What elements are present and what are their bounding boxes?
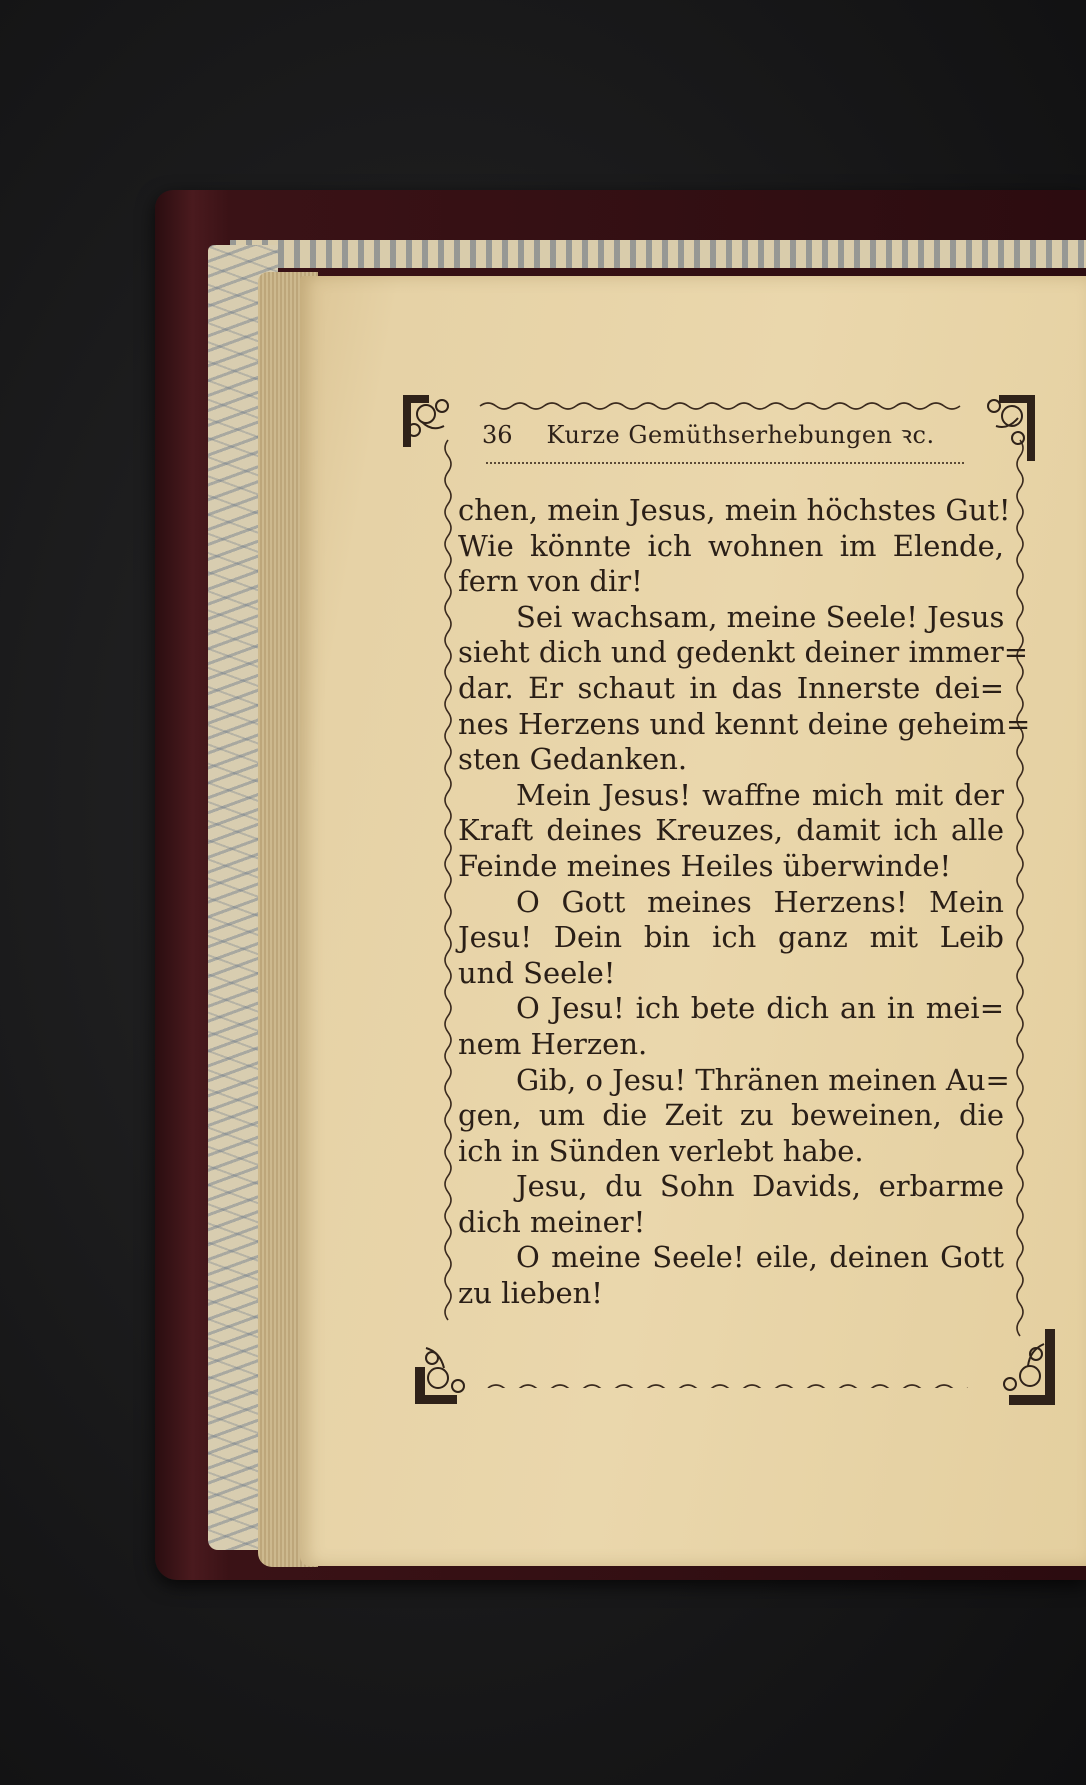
text-line: Sei wachsam, meine Seele! Jesus	[516, 599, 1005, 634]
page-header	[482, 418, 952, 462]
endpaper-top-strip	[230, 240, 1086, 268]
text-line: und Seele!	[458, 955, 616, 990]
text-line: sieht dich und gedenkt deiner immer=	[458, 635, 1029, 670]
text-line: O meine Seele! eile, deinen Gott	[516, 1240, 1004, 1275]
floral-corner-ornament-bottom-right-icon	[980, 1320, 1060, 1410]
text-line: Kraft deines Kreuzes, damit ich alle	[458, 813, 1004, 848]
text-line: Wie könnte ich wohnen im Elende,	[458, 528, 1004, 563]
text-line: nem Herzen.	[458, 1026, 648, 1061]
text-line: gen, um die Zeit zu beweinen, die	[458, 1098, 1004, 1133]
running-head: Kurze Gemüthserhebungen ꝛc.	[546, 421, 935, 449]
text-line: dich meiner!	[458, 1204, 646, 1239]
text-line: Gib, o Jesu! Thränen meinen Au=	[516, 1062, 1010, 1097]
text-line: Jesu, du Sohn Davids, erbarme	[516, 1169, 1004, 1204]
text-line: ich in Sünden verlebt habe.	[458, 1133, 864, 1168]
text-line: zu lieben!	[458, 1276, 603, 1311]
header-dotted-rule	[486, 462, 964, 464]
text-line: dar. Er schaut in das Innerste dei=	[458, 670, 1004, 705]
text-line: Mein Jesus! waffne mich mit der	[516, 777, 1004, 812]
text-line: Jesu! Dein bin ich ganz mit Leib	[458, 920, 1004, 955]
text-line: O Gott meines Herzens! Mein	[516, 884, 1004, 919]
page-number: 36	[482, 421, 513, 449]
text-line: sten Gedanken.	[458, 742, 688, 777]
text-line: fern von dir!	[458, 564, 643, 599]
text-line: O Jesu! ich bete dich an in mei=	[516, 991, 1004, 1026]
text-line: Feinde meines Heiles überwinde!	[458, 848, 952, 883]
text-line: nes Herzens und kennt deine geheim=	[458, 706, 1031, 741]
floral-corner-ornament-top-left-icon	[400, 392, 480, 472]
body-text	[458, 493, 1031, 1312]
floral-corner-ornament-bottom-left-icon	[412, 1328, 502, 1408]
floral-corner-ornament-top-right-icon	[960, 392, 1040, 472]
text-line: chen, mein Jesus, mein höchstes Gut!	[458, 493, 1011, 527]
